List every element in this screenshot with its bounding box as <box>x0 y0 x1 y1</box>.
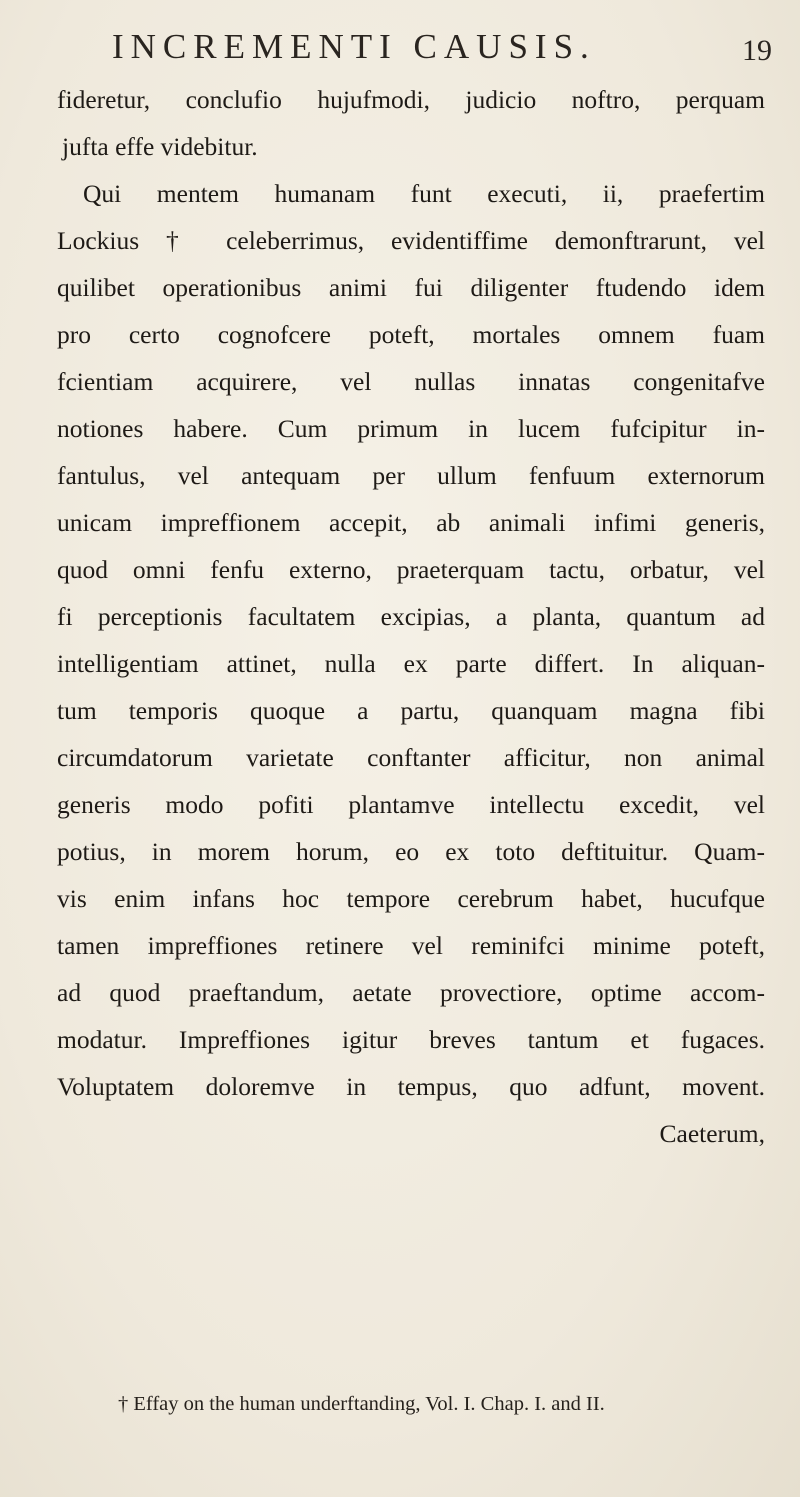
text-line: Qui mentem humanam funt executi, ii, praefertim <box>83 179 765 208</box>
page-header <box>0 22 800 72</box>
catchword: Caeterum, <box>659 1119 765 1148</box>
footnote: † Effay on the human underftanding, Vol. I. Chap. I. and II. <box>118 1393 605 1415</box>
text-line: tum temporis quoque a partu, quanquam magna fibi <box>57 696 765 725</box>
text-line: vis enim infans hoc tempore cerebrum habet, hucufque <box>57 884 765 913</box>
text-line: fantulus, vel antequam per ullum fenfuum externorum <box>57 461 765 490</box>
text-line: Lockius † celeberrimus, evidentiffime demonftrarunt, vel <box>57 226 765 255</box>
running-head: INCREMENTI CAUSIS. <box>112 27 596 66</box>
text-line: unicam impreffionem accepit, ab animali infimi generis, <box>57 508 765 537</box>
text-line: generis modo pofiti plantamve intellectu excedit, vel <box>57 790 765 819</box>
text-line: quilibet operationibus animi fui diligenter ftudendo idem <box>57 273 765 302</box>
text-line: potius, in morem horum, eo ex toto deftituitur. Quam- <box>57 837 765 866</box>
text-line: circumdatorum varietate conftanter afficitur, non animal <box>57 743 765 772</box>
text-line: Voluptatem doloremve in tempus, quo adfunt, movent. <box>57 1072 765 1101</box>
text-line: intelligentiam attinet, nulla ex parte differt. In aliquan- <box>57 649 765 678</box>
text-line: modatur. Impreffiones igitur breves tantum et fugaces. <box>57 1025 765 1054</box>
text-line: pro certo cognofcere poteft, mortales omnem fuam <box>57 320 765 349</box>
text-line: fi perceptionis facultatem excipias, a planta, quantum ad <box>57 602 765 631</box>
text-line: fcientiam acquirere, vel nullas innatas congenitafve <box>57 367 765 396</box>
page-number: 19 <box>742 34 772 67</box>
body-text <box>57 76 765 1157</box>
text-line: fideretur, conclufio hujufmodi, judicio noftro, perquam <box>57 85 765 114</box>
text-line: tamen impreffiones retinere vel reminifci minime poteft, <box>57 931 765 960</box>
text-line: quod omni fenfu externo, praeterquam tactu, orbatur, vel <box>57 555 765 584</box>
text-line: jufta effe videbitur. <box>62 132 258 161</box>
text-line: notiones habere. Cum primum in lucem fufcipitur in- <box>57 414 765 443</box>
text-line: ad quod praeftandum, aetate provectiore, optime accom- <box>57 978 765 1007</box>
